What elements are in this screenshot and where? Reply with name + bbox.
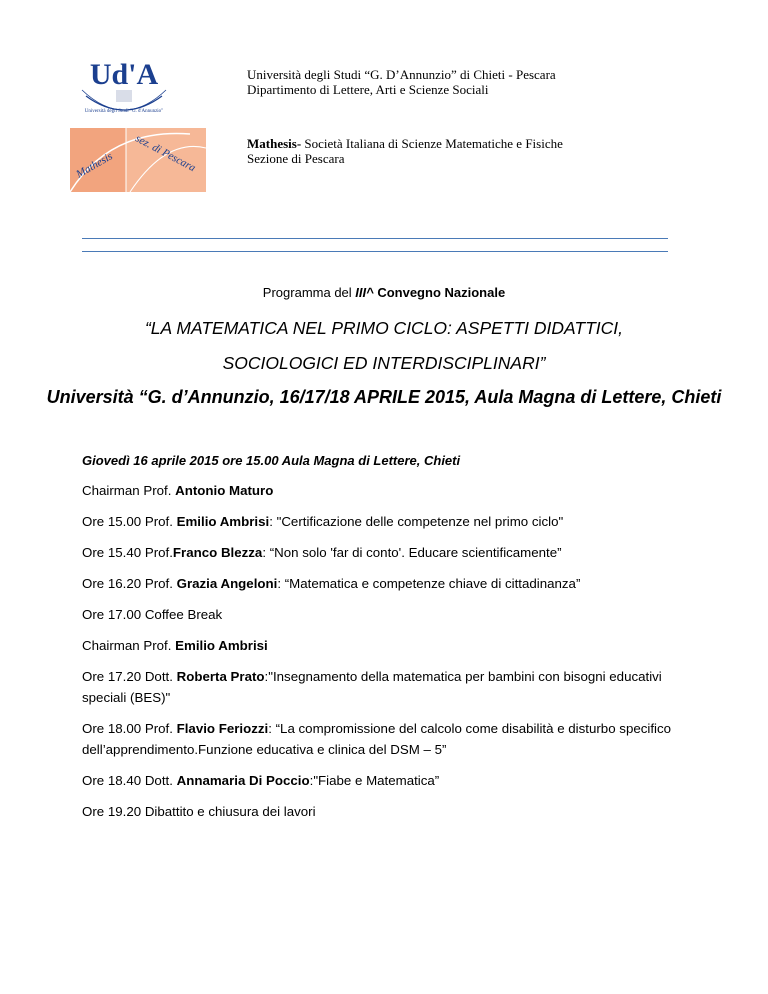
speaker-name: Emilio Ambrisi xyxy=(176,514,270,529)
programme-item: Chairman Prof. Antonio Maturo xyxy=(82,483,274,498)
programme-intro-plain: Programma del xyxy=(262,285,356,300)
conference-venue: Università “G. d’Annunzio, 16/17/18 APRILE 2015, Aula Magna di Lettere, Chieti xyxy=(46,387,722,407)
programme-item: Ore 15.00 Prof. Emilio Ambrisi: "Certificazione delle competenze nel primo ciclo" xyxy=(82,514,564,529)
programme-intro-edition: III^ xyxy=(355,285,374,300)
mathesis-logo-left-text: Mathesis xyxy=(74,150,115,181)
programme-intro-bold: Convegno Nazionale xyxy=(373,285,506,300)
speaker-name: Grazia Angeloni xyxy=(176,576,278,591)
programme-item: Ore 17.00 Coffee Break xyxy=(82,607,223,622)
programme-item: Ore 18.40 Dott. Annamaria Di Poccio:"Fiabe e Matematica” xyxy=(82,773,440,788)
mathesis-name xyxy=(247,136,563,151)
day-heading: Giovedì 16 aprile 2015 ore 15.00 Aula Magna di Lettere, Chieti xyxy=(82,453,461,468)
speaker-name: Annamaria Di Poccio xyxy=(176,773,310,788)
conference-title-line2: SOCIOLOGICI ED INTERDISCIPLINARI” xyxy=(222,353,546,373)
speaker-name: Flavio Feriozzi xyxy=(176,721,269,736)
uda-logo-ring-text: Università degli Studi "G. d'Annunzio" xyxy=(84,109,164,114)
uda-logo xyxy=(78,50,170,120)
mathesis-name-rest: Società Italiana di Scienze Matematiche e Fisiche xyxy=(301,136,563,151)
programme-intro xyxy=(0,285,768,300)
mathesis-logo xyxy=(70,128,206,192)
university-name: Università degli Studi “G. D’Annunzio” di Chieti - Pescara xyxy=(247,67,556,82)
conference-title-line1: “LA MATEMATICA NEL PRIMO CICLO: ASPETTI DIDATTICI, xyxy=(144,318,624,338)
uda-logo-text: Ud'A xyxy=(89,58,159,91)
mathesis-section: Sezione di Pescara xyxy=(247,151,345,166)
programme-item: Ore 17.20 Dott. Roberta Prato:"Insegnamento della matematica per bambini con bisogni educativi speciali (BES)" xyxy=(82,669,662,705)
header-rule-top xyxy=(82,238,668,239)
speaker-name: Antonio Maturo xyxy=(175,483,274,498)
programme-item: Ore 16.20 Prof. Grazia Angeloni: “Matematica e competenze chiave di cittadinanza” xyxy=(82,576,581,591)
department-name: Dipartimento di Lettere, Arti e Scienze Sociali xyxy=(247,82,489,97)
speaker-name: Roberta Prato xyxy=(176,669,265,684)
programme-item: Ore 15.40 Prof.Franco Blezza: “Non solo 'far di conto'. Educare scientificamente” xyxy=(82,545,562,560)
mathesis-logo-right-text: sez. di Pescara xyxy=(133,132,198,175)
speaker-name: Franco Blezza xyxy=(172,545,263,560)
programme-item: Ore 19.20 Dibattito e chiusura dei lavori xyxy=(82,804,316,819)
programme-item: Chairman Prof. Emilio Ambrisi xyxy=(82,638,268,653)
speaker-name: Emilio Ambrisi xyxy=(175,638,268,653)
mathesis-name-bold: Mathesis- xyxy=(247,136,302,151)
programme-item: Ore 18.00 Prof. Flavio Feriozzi: “La compromissione del calcolo come disabilità e disturbo specifico dell’apprendimento.Funzione educativa e clinica del DSM – 5” xyxy=(82,721,672,757)
header-rule-bottom xyxy=(82,251,668,252)
